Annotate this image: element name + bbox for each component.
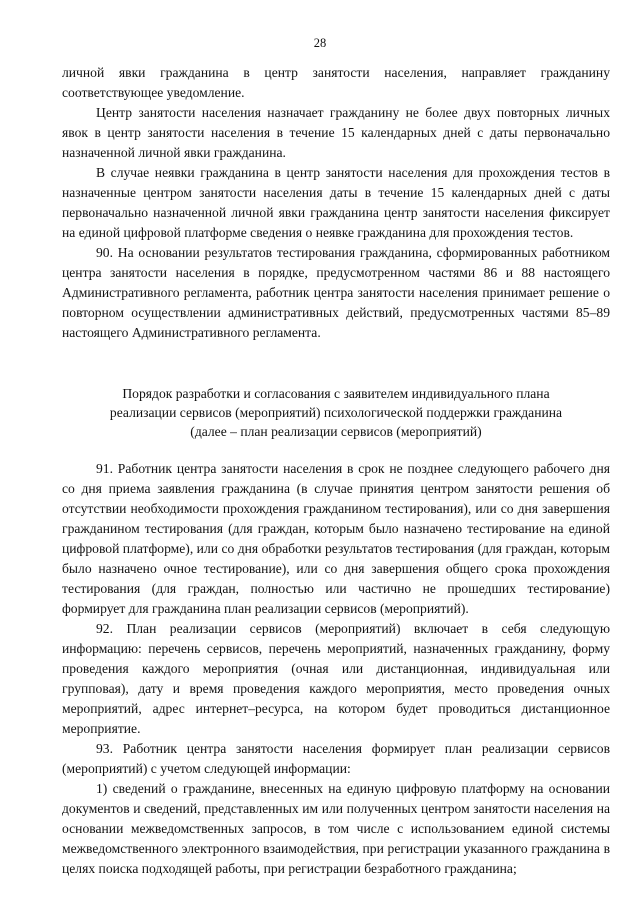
- paragraph-93: 93. Работник центра занятости населения формирует план реализации сервисов (мероприятий) с учетом следующей информации:: [62, 741, 610, 776]
- paragraph-91: 91. Работник центра занятости населения в срок не позднее следующего рабочего дня со дня приема заявления гражданина (в случае принятия центром занятости решения об отсутствии необходимости прохождения гражданином тестирования), или со дня завершения гражданином тестирования (для граждан, которым было назначено тестирование на единой цифровой платформе), или со дня обработки результатов тестирования (для граждан, которым было назначено очное тестирование), или со дня завершения общего срока прохождения тестирования (для граждан, полностью или частично не прошедших тестирование) формирует для гражданина план реализации сервисов (мероприятий).: [62, 461, 610, 616]
- section-heading-line-2: реализации сервисов (мероприятий) психологической поддержки гражданина: [109, 405, 563, 420]
- paragraph-continuation: личной явки гражданина в центр занятости населения, направляет гражданину соответствующее уведомление.: [62, 65, 610, 100]
- page-number: 28: [313, 36, 327, 50]
- paragraph-repeat-visits: Центр занятости населения назначает гражданину не более двух повторных личных явок в центр занятости населения в течение 15 календарных дней с даты первоначально назначенной личной явки гражданина.: [62, 105, 610, 160]
- section-heading-line-1: Порядок разработки и согласования с заявителем индивидуального плана: [122, 386, 550, 401]
- section-heading: [62, 384, 610, 441]
- paragraph-90: 90. На основании результатов тестирования гражданина, сформированных работником центра занятости населения в порядке, предусмотренном частями 86 и 88 настоящего Административного регламента, работник центра занятости населения принимает решение о повторном осуществлении административных действий, предусмотренных частями 85–89 настоящего Административного регламента.: [62, 245, 610, 340]
- paragraph-92: 92. План реализации сервисов (мероприятий) включает в себя следующую информацию: перечень сервисов, перечень мероприятий, назначенных гражданину, форму проведения каждого мероприятия (очная или дистанционная, индивидуальная или групповая), дату и время проведения каждого мероприятия, место проведения очных мероприятий, адрес интернет–ресурса, на котором будет проводиться дистанционное мероприятие.: [62, 621, 610, 736]
- document-body: [62, 63, 610, 879]
- paragraph-no-show: В случае неявки гражданина в центр занятости населения для прохождения тестов в назначенные центром занятости населения даты в течение 15 календарных дней с даты первоначально назначенной личной явки гражданина центр занятости населения фиксирует на единой цифровой платформе сведения о неявке гражданина для прохождения тестов.: [62, 165, 610, 240]
- section-heading-line-3: (далее – план реализации сервисов (мероприятий): [190, 424, 482, 439]
- paragraph-93-item-1: 1) сведений о гражданине, внесенных на единую цифровую платформу на основании документов и сведений, представленных им или полученных центром занятости населения на основании межведомственных запросов, в том числе с использованием единой системы межведомственного электронного взаимодействия, при регистрации указанного гражданина в целях поиска подходящей работы, при регистрации безработного гражданина;: [62, 781, 610, 876]
